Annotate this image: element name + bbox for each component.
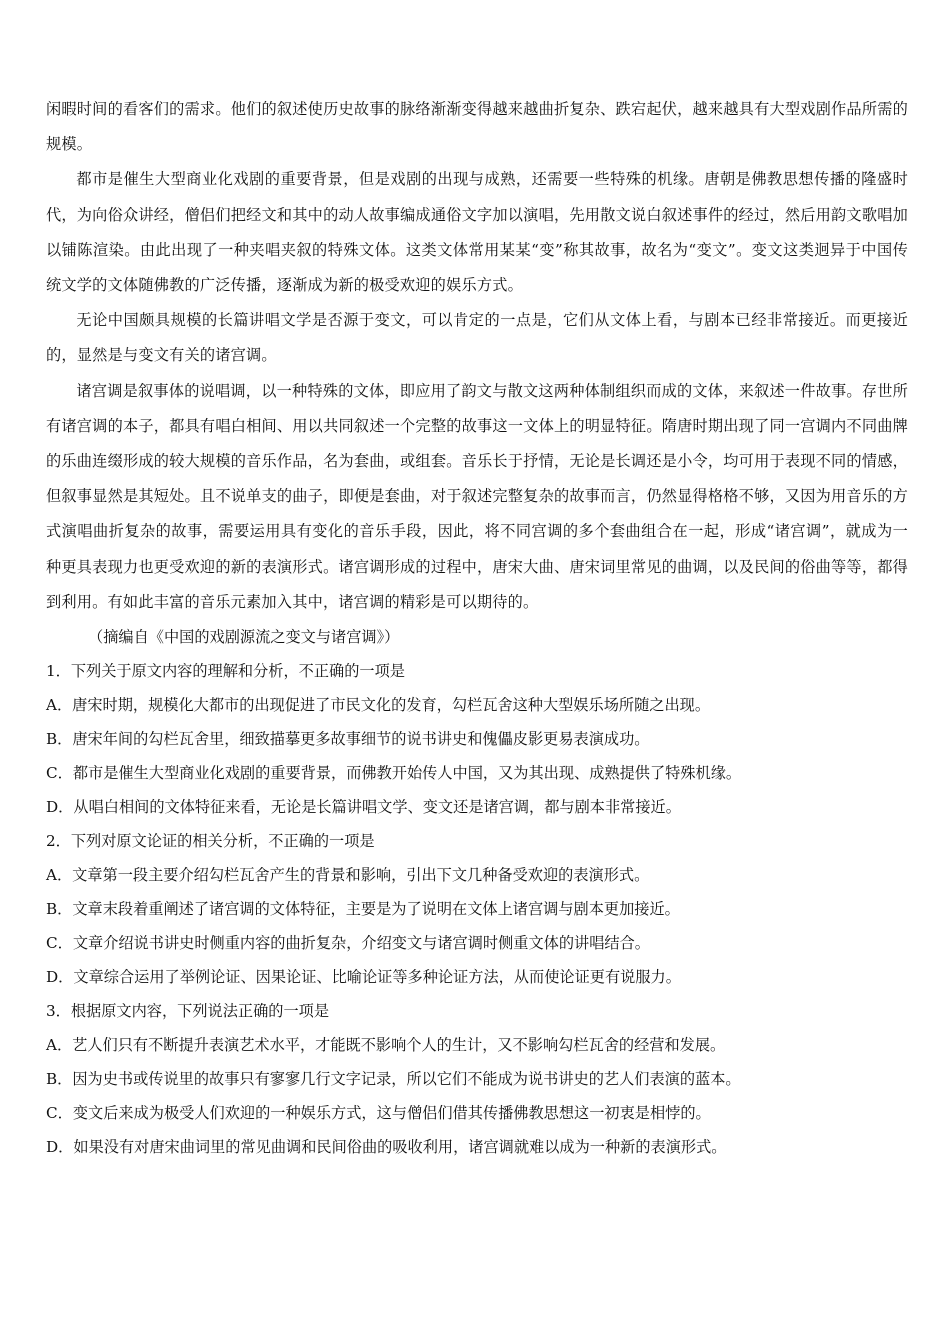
option-label: D．: [46, 1138, 74, 1157]
answer-option: [46, 926, 908, 960]
option-text: 文章综合运用了举例论证、因果论证、比喻论证等多种论证方法，从而使论证更有说服力。: [73, 968, 681, 987]
answer-option: [46, 1028, 908, 1062]
option-label: A．: [46, 866, 73, 885]
question-stem: 3．根据原文内容，下列说法正确的一项是: [46, 1002, 330, 1021]
passage-paragraph: 都市是催生大型商业化戏剧的重要背景，但是戏剧的出现与成熟，还需要一些特殊的机缘。唐朝是佛教思想传播的隆盛时代，为向俗众讲经，僧侣们把经文和其中的动人故事编成通俗文字加以演唱，先用散文说白叙述事件的经过，然后用韵文歌唱加以铺陈渲染。由此出现了一种夹唱夹叙的特殊文体。这类文体常用某某“变”称其故事，故名为“变文”。变文这类迥异于中国传统文学的文体随佛教的广泛传播，逐渐成为新的极受欢迎的娱乐方式。: [46, 170, 908, 295]
passage-paragraph: 无论中国颇具规模的长篇讲唱文学是否源于变文，可以肯定的一点是，它们从文体上看，与剧本已经非常接近。而更接近的，显然是与变文有关的诸宫调。: [46, 311, 908, 365]
option-text: 艺人们只有不断提升表演艺术水平，才能既不影响个人的生计，又不影响勾栏瓦舍的经营和发展。: [72, 1036, 726, 1055]
option-text: 变文后来成为极受人们欢迎的一种娱乐方式，这与僧侣们借其传播佛教思想这一初衷是相悖的。: [72, 1104, 711, 1123]
option-text: 文章末段着重阐述了诸宫调的文体特征，主要是为了说明在文体上诸宫调与剧本更加接近。: [72, 900, 680, 919]
question-block: [46, 994, 908, 1164]
answer-option: [46, 1096, 908, 1130]
option-label: D．: [46, 798, 74, 817]
option-label: B．: [46, 1070, 73, 1089]
answer-option: [46, 960, 908, 994]
question-stem: 1．下列关于原文内容的理解和分析，不正确的一项是: [46, 662, 405, 681]
option-text: 如果没有对唐宋曲词里的常见曲调和民间俗曲的吸收利用，诸宫调就难以成为一种新的表演形式。: [73, 1138, 727, 1157]
option-text: 从唱白相间的文体特征来看，无论是长篇讲唱文学、变文还是诸宫调，都与剧本非常接近。: [73, 798, 681, 817]
reading-passage: [46, 92, 908, 620]
option-label: A．: [46, 696, 73, 715]
answer-option: [46, 790, 908, 824]
option-text: 都市是催生大型商业化戏剧的重要背景，而佛教开始传人中国，又为其出现、成熟提供了特殊机缘。: [72, 764, 742, 783]
answer-option: [46, 688, 908, 722]
option-label: C．: [46, 1104, 73, 1123]
answer-option: [46, 1130, 908, 1164]
passage-paragraph: 闲暇时间的看客们的需求。他们的叙述使历史故事的脉络渐渐变得越来越曲折复杂、跌宕起伏，越来越具有大型戏剧作品所需的规模。: [46, 100, 908, 154]
option-label: A．: [46, 1036, 73, 1055]
exam-page: [46, 92, 908, 1164]
question-block: [46, 824, 908, 994]
option-text: 因为史书或传说里的故事只有寥寥几行文字记录，所以它们不能成为说书讲史的艺人们表演的蓝本。: [72, 1070, 741, 1089]
option-text: 文章第一段主要介绍勾栏瓦舍产生的背景和影响，引出下文几种备受欢迎的表演形式。: [72, 866, 650, 885]
option-label: D．: [46, 968, 74, 987]
question-stem: 2．下列对原文论证的相关分析，不正确的一项是: [46, 832, 375, 851]
passage-paragraph: 诸宫调是叙事体的说唱调，以一种特殊的文体，即应用了韵文与散文这两种体制组织而成的文体，来叙述一件故事。存世所有诸宫调的本子，都具有唱白相间、用以共同叙述一个完整的故事这一文体上的明显特征。隋唐时期出现了同一宫调内不同曲牌的乐曲连缀形成的较大规模的音乐作品，名为套曲，或组套。音乐长于抒情，无论是长调还是小令，均可用于表现不同的情感，但叙事显然是其短处。且不说单支的曲子，即便是套曲，对于叙述完整复杂的故事而言，仍然显得格格不够，又因为用音乐的方式演唱曲折复杂的故事，需要运用具有变化的音乐手段，因此，将不同宫调的多个套曲组合在一起，形成“诸宫调”，就成为一种更具表现力也更受欢迎的新的表演形式。诸宫调形成的过程中，唐宋大曲、唐宋词里常见的曲调，以及民间的俗曲等等，都得到利用。有如此丰富的音乐元素加入其中，诸宫调的精彩是可以期待的。: [46, 381, 908, 611]
question-block: [46, 654, 908, 824]
option-label: B．: [46, 730, 73, 749]
option-text: 唐宋年间的勾栏瓦舍里，细致描摹更多故事细节的说书讲史和傀儡皮影更易表演成功。: [72, 730, 650, 749]
option-label: C．: [46, 764, 73, 783]
option-text: 文章介绍说书讲史时侧重内容的曲折复杂，介绍变文与诸宫调时侧重文体的讲唱结合。: [72, 934, 650, 953]
answer-option: [46, 722, 908, 756]
option-text: 唐宋时期，规模化大都市的出现促进了市民文化的发育，勾栏瓦舍这种大型娱乐场所随之出现。: [72, 696, 711, 715]
answer-option: [46, 858, 908, 892]
answer-option: [46, 1062, 908, 1096]
passage-source: （摘编自《中国的戏剧源流之变文与诸宫调》）: [88, 628, 400, 647]
question-list: [46, 654, 908, 1164]
answer-option: [46, 756, 908, 790]
option-label: C．: [46, 934, 73, 953]
option-label: B．: [46, 900, 73, 919]
answer-option: [46, 892, 908, 926]
